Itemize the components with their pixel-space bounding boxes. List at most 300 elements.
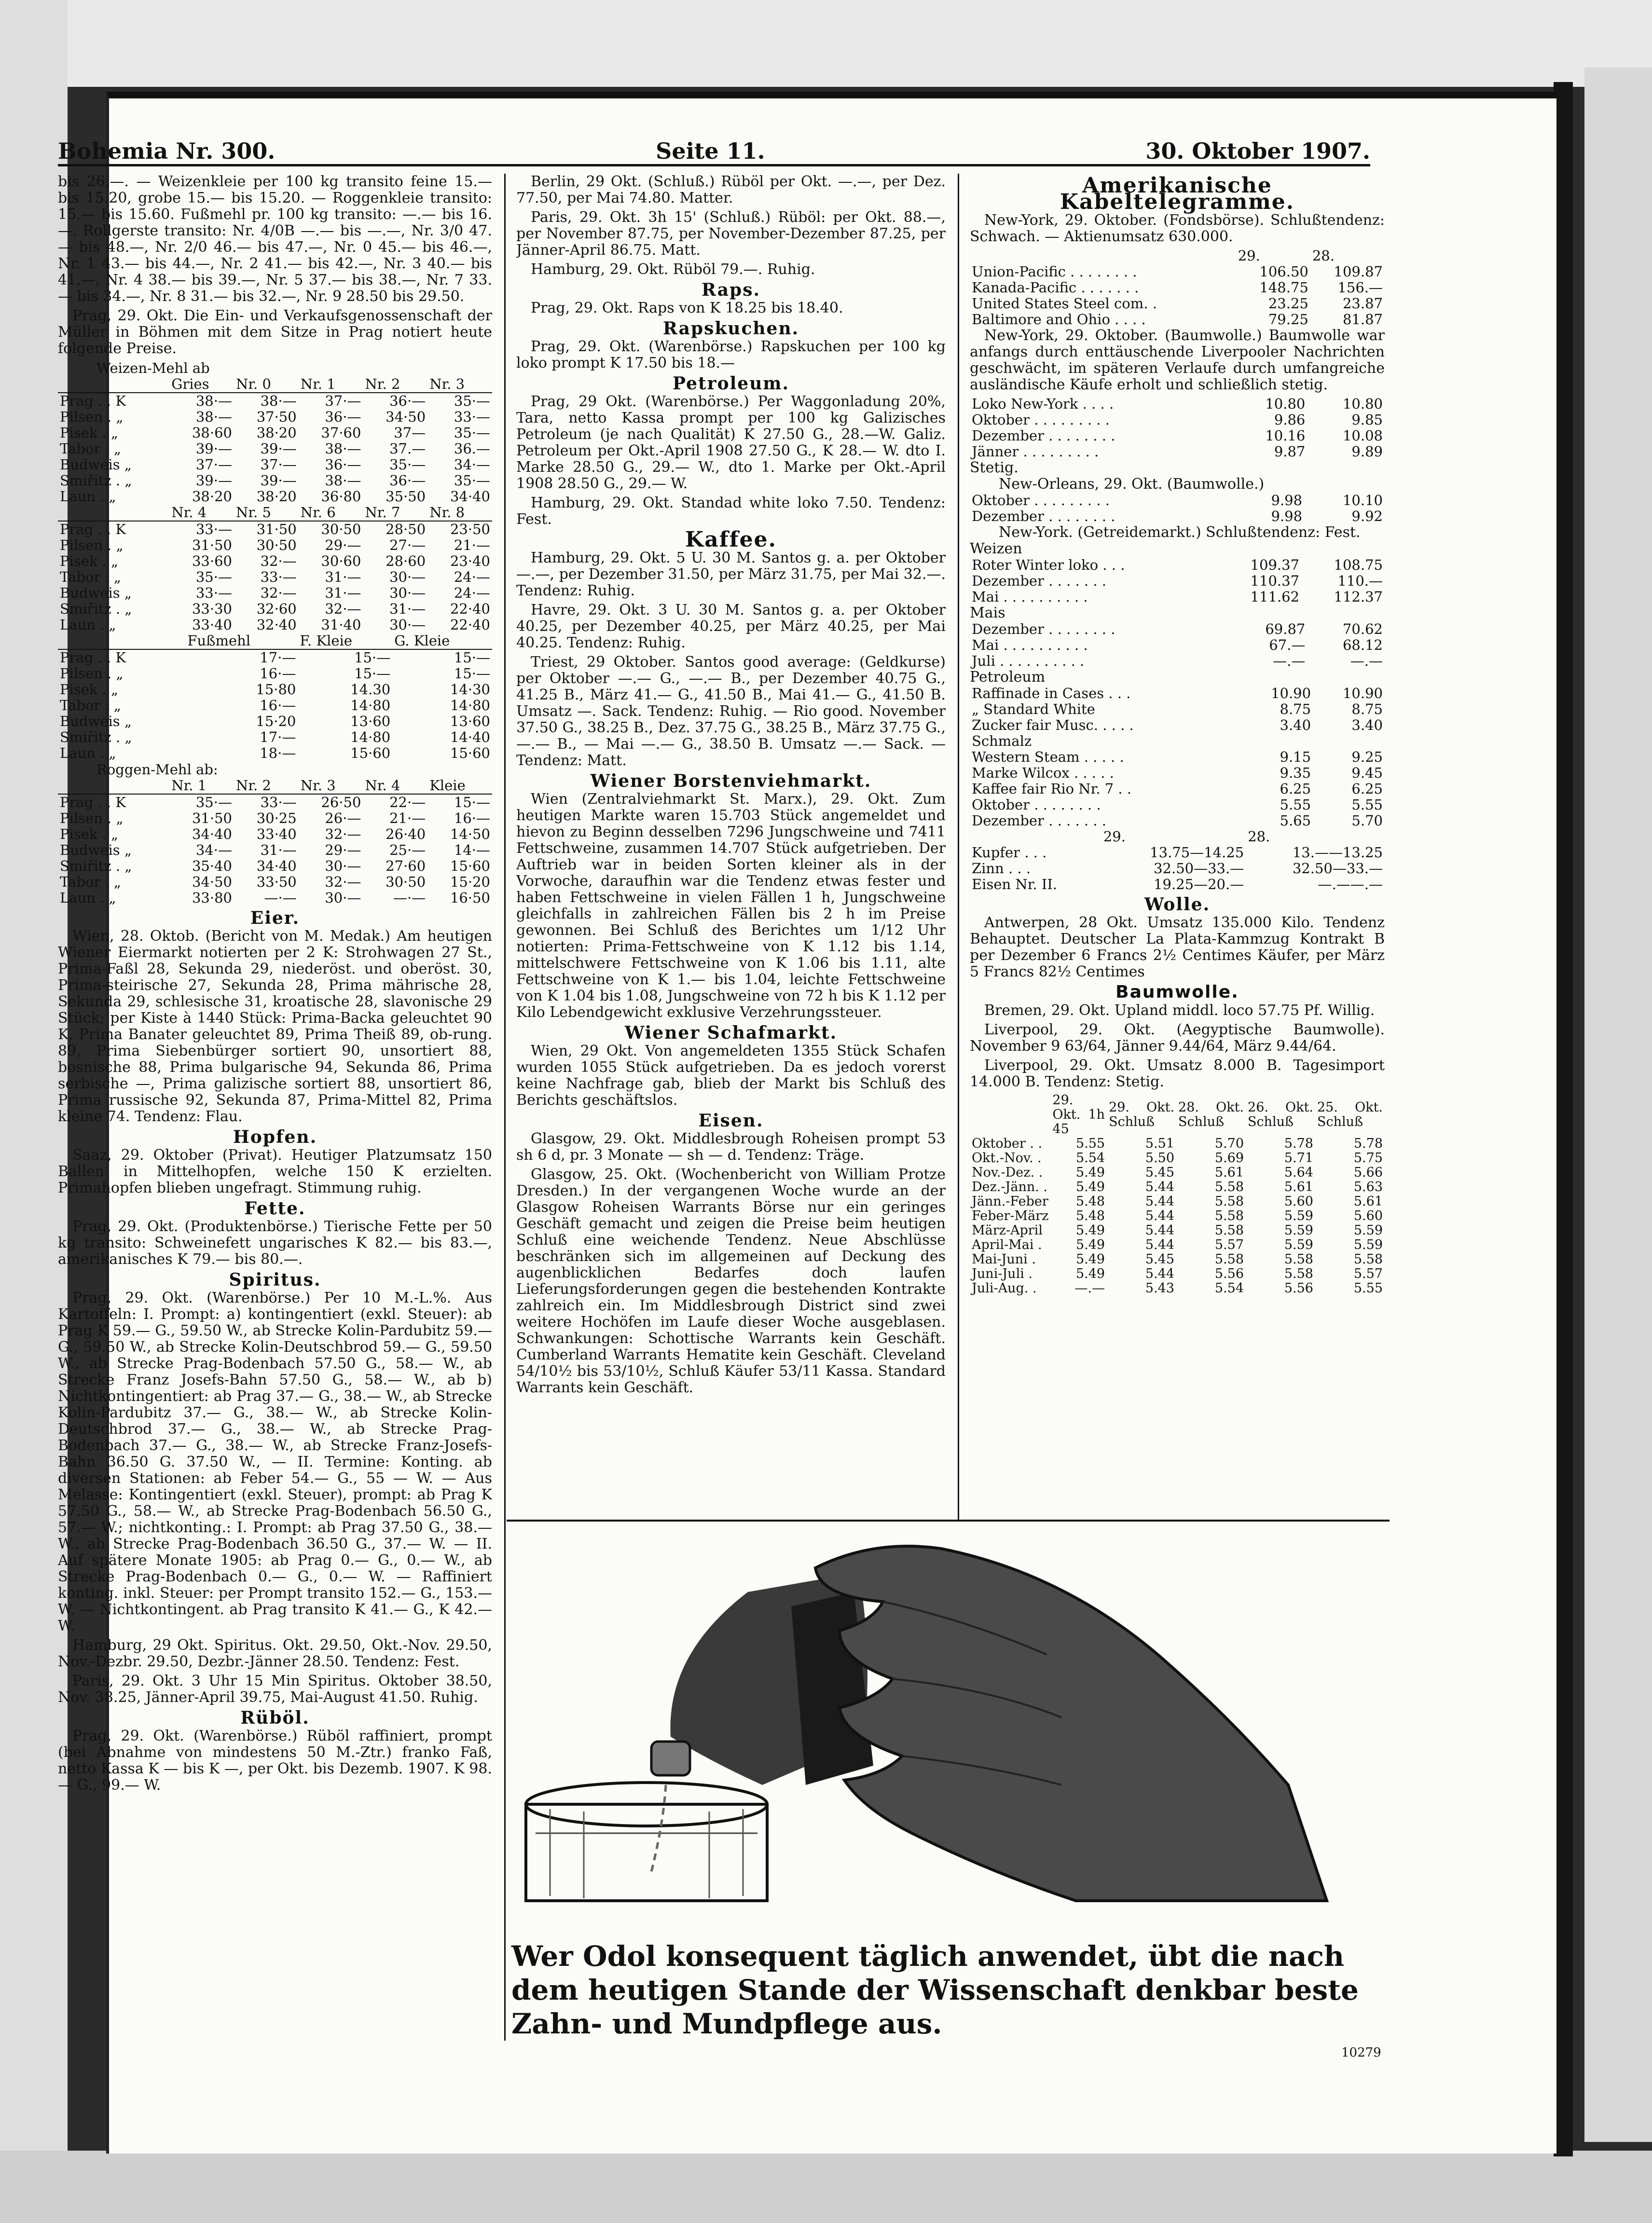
table-cell: 6.25 bbox=[1351, 781, 1383, 797]
table-cell: 31·40 bbox=[321, 617, 361, 633]
table-cell: 38·— bbox=[325, 440, 361, 457]
table-cell: Oktober . . . . . . . . . bbox=[972, 412, 1110, 428]
table-row bbox=[58, 649, 492, 666]
mais-table bbox=[970, 621, 1385, 669]
table-cell: Nov.-Dez. . bbox=[972, 1165, 1043, 1180]
table-header: 29. Okt. 1h 45 bbox=[1052, 1093, 1105, 1137]
table-row bbox=[58, 745, 492, 761]
table-cell: 18·— bbox=[260, 745, 296, 761]
table-cell: 29·— bbox=[325, 842, 361, 858]
table-cell bbox=[1313, 733, 1385, 749]
table-cell: —·— bbox=[393, 890, 426, 906]
table-cell: 34·50 bbox=[385, 409, 426, 425]
table-cell: Okt.-Nov. . bbox=[972, 1151, 1042, 1166]
table-cell: 29·— bbox=[325, 537, 361, 553]
table-cell: 5.78 bbox=[1353, 1136, 1383, 1151]
table-cell: 9.45 bbox=[1351, 765, 1383, 781]
kleie-table bbox=[58, 633, 492, 761]
table-cell: 17·— bbox=[260, 649, 296, 666]
table-cell: 25·— bbox=[389, 842, 426, 858]
section-title-rapskuchen: Rapskuchen. bbox=[662, 318, 799, 339]
table-cell: 37·— bbox=[325, 393, 361, 409]
table-header: Gries bbox=[169, 376, 234, 393]
bremen-report: Bremen, 29. Okt. Upland middl. loco 57.75 Pf. Willig. bbox=[984, 1002, 1375, 1019]
scan-background-right bbox=[1584, 68, 1652, 2142]
table-header: Nr. 2 bbox=[363, 376, 427, 393]
table-row bbox=[58, 457, 492, 473]
table-cell: 112.37 bbox=[1334, 589, 1383, 605]
table-row bbox=[58, 601, 492, 617]
table-cell: 5.58 bbox=[1214, 1223, 1244, 1238]
table-cell: Juli . . . . . . . . . . bbox=[972, 653, 1085, 669]
table-cell: 15·60 bbox=[350, 745, 391, 761]
table-cell: Juni-Juli . bbox=[972, 1266, 1033, 1281]
section-title-raps: Raps. bbox=[701, 280, 761, 300]
table-cell: 38·— bbox=[260, 393, 297, 409]
table-cell: 36·80 bbox=[321, 488, 361, 505]
table-cell: Smiřitz . „ bbox=[60, 472, 132, 489]
table-cell: 34·— bbox=[454, 456, 490, 473]
table-cell: 22·40 bbox=[450, 601, 490, 617]
table-cell: 30·50 bbox=[256, 537, 297, 553]
table-row bbox=[970, 686, 1385, 701]
table-cell: 109.37 bbox=[1250, 557, 1300, 573]
table-cell: Juli-Aug. . bbox=[972, 1281, 1037, 1296]
column-rule-1 bbox=[504, 174, 506, 1520]
table-cell: 35·— bbox=[454, 425, 490, 441]
table-cell: 14.30 bbox=[350, 681, 391, 698]
table-cell: 34·40 bbox=[192, 826, 232, 842]
table-cell: 5.58 bbox=[1214, 1208, 1244, 1223]
table-cell: 14·30 bbox=[450, 681, 490, 698]
table-header: 29. Okt. Schluß bbox=[1109, 1100, 1175, 1129]
table-cell: 5.49 bbox=[1075, 1223, 1105, 1238]
table-cell: 33·40 bbox=[256, 826, 297, 842]
table-cell: 30·50 bbox=[321, 521, 361, 537]
table-cell: 16·50 bbox=[450, 890, 490, 906]
table-cell: 5.49 bbox=[1075, 1165, 1105, 1180]
table-cell: 14·50 bbox=[450, 826, 490, 842]
table-cell: 5.44 bbox=[1145, 1180, 1175, 1194]
commodities-table bbox=[970, 686, 1385, 829]
table-cell: 5.49 bbox=[1075, 1237, 1105, 1252]
table-cell: 26·40 bbox=[385, 826, 426, 842]
table-row bbox=[970, 1137, 1385, 1151]
table-cell: 10.16 bbox=[1265, 427, 1306, 444]
table-cell: 5.58 bbox=[1214, 1252, 1244, 1267]
table-cell: 5.61 bbox=[1284, 1180, 1313, 1194]
table-header: 28. bbox=[1248, 828, 1270, 845]
table-cell: 15·60 bbox=[450, 745, 490, 761]
table-cell: Budweis „ bbox=[60, 713, 132, 729]
table-cell: 33·30 bbox=[192, 601, 232, 617]
spiritus-hamburg: Hamburg, 29 Okt. Spiritus. Okt. 29.50, Okt.-Nov. 29.50, Nov.-Dezbr. 29.50, Dezbr.-Jänner 28.50. Tendenz: Fest. bbox=[58, 1637, 492, 1670]
table-cell: 37·— bbox=[195, 456, 232, 473]
table-row bbox=[58, 698, 492, 714]
table-cell: 15·20 bbox=[450, 874, 490, 890]
column-markets-1 bbox=[58, 174, 492, 2055]
table-cell: 30·— bbox=[325, 858, 361, 874]
table-cell: Western Steam . . . . . bbox=[972, 749, 1124, 765]
table-header: Nr. 5 bbox=[234, 505, 299, 521]
table-cell: 23·40 bbox=[450, 553, 490, 569]
table-row bbox=[58, 842, 492, 858]
table-cell: Feber-März bbox=[972, 1208, 1049, 1223]
table-header: Nr. 7 bbox=[363, 505, 427, 521]
table-cell: 35·— bbox=[195, 794, 232, 810]
weizen-mehl-table bbox=[58, 376, 492, 633]
table-cell: Kaffee fair Rio Nr. 7 . . bbox=[972, 781, 1132, 797]
table-cell: 5.45 bbox=[1145, 1165, 1175, 1180]
hand-icon bbox=[815, 1546, 1327, 1901]
table-cell: Baltimore and Ohio . . . . bbox=[972, 311, 1146, 328]
table-cell: Oktober . . bbox=[972, 1136, 1043, 1151]
table-cell: 9.25 bbox=[1351, 749, 1383, 765]
table-header: 25. Okt. Schluß bbox=[1317, 1100, 1383, 1129]
table-cell: 33·— bbox=[260, 794, 297, 810]
table-cell: 15·— bbox=[354, 649, 391, 666]
table-cell: 5.58 bbox=[1284, 1266, 1313, 1281]
table-cell: 5.60 bbox=[1353, 1208, 1383, 1223]
table-cell: 27·— bbox=[389, 537, 426, 553]
table-row bbox=[58, 585, 492, 601]
table-cell: 79.25 bbox=[1268, 311, 1308, 328]
table-cell: 39·— bbox=[195, 440, 232, 457]
table-row bbox=[970, 861, 1385, 877]
table-cell: 8.75 bbox=[1351, 701, 1383, 717]
eier-report: Wien, 28. Oktob. (Bericht von M. Medak.) Am heutigen Wiener Eiermarkt notierten per 2 K: Strohwagen 27 St., Prima-Faßl 28, Sekunda 29, niederöst. und oberöst. 30, Prima-steirische 27, Sekunda 28, Prima mährische 28, Sekunda 29, schlesische 31, kroatische 28, slavonische 29 Stück; per Kiste à 1440 Stück: Prima-Backa geleuchtet 90 K, Prima Banater geleuchtet 89, Prima Theiß 89, ob-rung. 89, Prima Siebenbürger sortiert 90, unsortiert 88, bosnische 88, Prima bulgarische 94, Sekunda 86, Prima serbische —, Prima galizische sortiert 88, unsortiert 86, Prima russische 92, Sekunda 87, Prima-Mittel 82, Prima kleine 74. Tendenz: Flau. bbox=[58, 928, 492, 1125]
table-cell: 5.58 bbox=[1284, 1252, 1313, 1267]
table-cell: 32·— bbox=[260, 585, 297, 601]
table-cell: 5.48 bbox=[1075, 1208, 1105, 1223]
table-cell: 19.25—20.— bbox=[1154, 876, 1244, 892]
table-cell: Tabor . „ bbox=[60, 569, 121, 585]
table-cell: Pilsen . „ bbox=[60, 409, 124, 425]
table-cell: 14·80 bbox=[350, 729, 391, 745]
table-cell: Mai-Juni . bbox=[972, 1252, 1036, 1267]
table-cell: 6.25 bbox=[1280, 781, 1311, 797]
stocks-table bbox=[970, 248, 1385, 328]
table-cell: 32·— bbox=[325, 874, 361, 890]
table-cell: 15·80 bbox=[256, 681, 296, 698]
table-cell: Oktober . . . . . . . . bbox=[972, 796, 1101, 813]
table-cell: —.— bbox=[1273, 653, 1306, 669]
header-date: 30. Oktober 1907. bbox=[1145, 138, 1370, 164]
table-row bbox=[970, 312, 1385, 328]
scan-background-left bbox=[0, 0, 68, 2223]
table-row bbox=[970, 749, 1385, 765]
table-cell: Budweis „ bbox=[60, 585, 132, 601]
table-cell: 5.58 bbox=[1214, 1194, 1244, 1209]
table-cell: 68.12 bbox=[1342, 637, 1383, 653]
table-cell: 32·40 bbox=[256, 617, 297, 633]
table-cell: 5.44 bbox=[1145, 1223, 1175, 1238]
section-title-eisen: Eisen. bbox=[698, 1111, 764, 1131]
table-cell: 10.80 bbox=[1265, 396, 1306, 412]
table-cell: 33·50 bbox=[256, 874, 297, 890]
spiritus-paris: Paris, 29. Okt. 3 Uhr 15 Min Spiritus. Oktober 38.50, Nov. 38.25, Jänner-April 39.75, Mai-August 41.50. Ruhig. bbox=[58, 1673, 492, 1706]
table-header: G. Kleie bbox=[392, 633, 492, 649]
scan-background-bottom bbox=[0, 2151, 1652, 2223]
table-row bbox=[970, 1223, 1385, 1238]
section-title-hopfen: Hopfen. bbox=[233, 1127, 317, 1147]
table-cell: 5.58 bbox=[1214, 1180, 1244, 1194]
kleie-head bbox=[58, 633, 492, 649]
header-page-number: Seite 11. bbox=[656, 138, 765, 164]
table-row bbox=[58, 489, 492, 505]
table-cell: 10.90 bbox=[1342, 685, 1383, 701]
table-header: Nr. 0 bbox=[234, 376, 299, 393]
weizen-mehl-title: Weizen-Mehl ab bbox=[96, 360, 210, 376]
table-cell: Pisek . „ bbox=[60, 681, 119, 698]
table-cell: 5.70 bbox=[1214, 1136, 1244, 1151]
roggen-mehl-title: Roggen-Mehl ab: bbox=[96, 761, 218, 778]
ruboel-report: Prag, 29. Okt. (Warenbörse.) Rüböl raffiniert, prompt (bei Abnahme von mindestens 50 M.-Ztr.) franko Faß, netto Kassa K — bis K —, per Okt. bis Dezemb. 1907. K 98.— G., 99.— W. bbox=[58, 1728, 492, 1794]
table-cell: Smiřitz . „ bbox=[60, 601, 132, 617]
table-cell: 35·— bbox=[389, 456, 426, 473]
weizen-head-2 bbox=[58, 505, 492, 521]
metals-table bbox=[970, 829, 1385, 892]
table-cell: 10.10 bbox=[1342, 492, 1383, 508]
table-cell: 5.55 bbox=[1351, 796, 1383, 813]
table-cell: 5.56 bbox=[1214, 1266, 1244, 1281]
table-cell: 5.61 bbox=[1353, 1194, 1383, 1209]
table-row bbox=[58, 537, 492, 553]
table-row bbox=[970, 1166, 1385, 1180]
table-cell: 15·— bbox=[454, 665, 490, 682]
table-cell: 31·— bbox=[325, 585, 361, 601]
table-row bbox=[58, 409, 492, 425]
table-header: Nr. 8 bbox=[427, 505, 492, 521]
table-row bbox=[970, 589, 1385, 605]
table-cell: —.——.— bbox=[1318, 876, 1383, 892]
table-cell: Pisek . „ bbox=[60, 553, 119, 569]
section-title-baumwolle: Baumwolle. bbox=[1115, 982, 1239, 1002]
table-row bbox=[970, 701, 1385, 717]
table-row bbox=[970, 653, 1385, 669]
table-cell: 67.— bbox=[1269, 637, 1306, 653]
table-row bbox=[970, 396, 1385, 412]
table-row bbox=[970, 412, 1385, 428]
table-row bbox=[58, 714, 492, 729]
table-cell: Dezember . . . . . . . bbox=[972, 812, 1106, 829]
table-header: 28. bbox=[1312, 247, 1335, 264]
section-title-fette: Fette. bbox=[244, 1198, 306, 1219]
table-cell: 9.85 bbox=[1351, 412, 1383, 428]
table-row bbox=[970, 493, 1385, 508]
rapskuchen-report: Prag, 29. Okt. (Warenbörse.) Rapskuchen per 100 kg loko prompt K 17.50 bis 18.— bbox=[516, 338, 946, 371]
table-cell: 22·40 bbox=[450, 617, 490, 633]
table-cell: 10.08 bbox=[1342, 427, 1383, 444]
fette-report: Prag, 29. Okt. (Produktenbörse.) Tierische Fette per 50 kg transito: Schweinefett ungarisches K 82.— bis 83.—, amerikanisches K 79.— bis 80.—. bbox=[58, 1218, 492, 1268]
column-rule-2 bbox=[958, 174, 959, 1520]
table-row bbox=[970, 733, 1385, 749]
table-cell: 28·50 bbox=[385, 521, 426, 537]
table-cell: Jänn.-Feber bbox=[972, 1194, 1048, 1209]
petroleum-hamburg: Hamburg, 29. Okt. Standad white loko 7.50. Tendenz: Fest. bbox=[516, 494, 946, 528]
stetig-label: Stetig. bbox=[970, 459, 1019, 476]
table-cell: 21·— bbox=[454, 537, 490, 553]
table-cell: 35·— bbox=[195, 569, 232, 585]
table-cell: 5.44 bbox=[1145, 1266, 1175, 1281]
table-header: Nr. 4 bbox=[363, 778, 427, 794]
table-row bbox=[58, 810, 492, 826]
table-cell: 16·— bbox=[454, 810, 490, 826]
table-cell: 38·— bbox=[195, 393, 232, 409]
weizen-table bbox=[970, 557, 1385, 605]
table-cell: 13·60 bbox=[350, 713, 391, 729]
table-cell: Schmalz bbox=[972, 733, 1032, 749]
table-cell: 13.75—14.25 bbox=[1150, 844, 1244, 861]
table-cell: 5.69 bbox=[1214, 1151, 1244, 1166]
table-cell: 32.50—33.— bbox=[1154, 860, 1244, 877]
table-row bbox=[970, 1252, 1385, 1267]
table-cell: Dez.-Jänn. . bbox=[972, 1180, 1048, 1194]
table-cell: 13·60 bbox=[450, 713, 490, 729]
table-cell: 5.59 bbox=[1284, 1208, 1313, 1223]
section-title-kaffee: Kaffee. bbox=[685, 527, 777, 552]
table-header: Nr. 6 bbox=[299, 505, 363, 521]
borstenvieh-report: Wien (Zentralviehmarkt St. Marx.), 29. Okt. Zum heutigen Markte waren 15.703 Stück angemeldet und hievon zu Beginn desselben 7296 Jungschweine und 7411 Fettschweine, zusammen 14.707 Stück aufgetrieben. Der Auftrieb war in beiden Sorten kleiner als in der Vorwoche, daraufhin war die Tendenz etwas fester und haben Fettschweine in vielen Fällen 1 h, Jungschweine gleichfalls in zahlreichen Fällen bis 2 h im Preise gewonnen. Bei Schluß des Berichtes um 1/12 Uhr notierten: Prima-Fettschweine von K 1.12 bis 1.14, mittelschwere Fettschweine von K 1.06 bis 1.11, alte Fettschweine von K 1.— bis 1.04, leichte Fettschweine von K 1.04 bis 1.08, Jungschweine von 72 h bis K 1.12 per Kilo Lebendgewicht exklusive Verzehrungssteuer. bbox=[516, 791, 946, 1021]
table-cell: 36·— bbox=[325, 409, 361, 425]
table-cell: 5.75 bbox=[1353, 1151, 1383, 1166]
table-cell: Laun . „ bbox=[60, 890, 116, 906]
table-cell: Pilsen . „ bbox=[60, 537, 124, 553]
table-header: Fußmehl bbox=[185, 633, 298, 649]
table-cell: 5.55 bbox=[1075, 1136, 1105, 1151]
table-row bbox=[970, 444, 1385, 460]
table-row bbox=[970, 508, 1385, 524]
table-cell: 33·— bbox=[454, 409, 490, 425]
table-header: Nr. 3 bbox=[427, 376, 492, 393]
table-cell: Loko New-York . . . . bbox=[972, 396, 1114, 412]
table-cell: 106.50 bbox=[1259, 263, 1308, 280]
table-header: 28. Okt. Schluß bbox=[1178, 1100, 1244, 1129]
table-cell: Pisek . „ bbox=[60, 425, 119, 441]
table-cell: 21·— bbox=[389, 810, 426, 826]
weizen-label: Weizen bbox=[970, 540, 1022, 557]
table-cell: Laun . „ bbox=[60, 745, 116, 761]
table-cell: 156.— bbox=[1337, 279, 1383, 296]
table-cell: 34·50 bbox=[192, 874, 232, 890]
table-cell: 32·— bbox=[260, 553, 297, 569]
table-cell: 37— bbox=[394, 425, 426, 441]
table-cell: 31·50 bbox=[192, 537, 232, 553]
glass-icon bbox=[526, 1783, 767, 1901]
table-cell: —·— bbox=[264, 890, 297, 906]
table-cell: 30·— bbox=[389, 569, 426, 585]
cable-telegrams-title: Amerikanische Kabeltelegramme. bbox=[1060, 174, 1295, 214]
ad-top-rule bbox=[507, 1520, 1390, 1522]
table-cell: 31·— bbox=[325, 569, 361, 585]
table-cell: 5.66 bbox=[1353, 1165, 1383, 1180]
table-cell: 5.49 bbox=[1075, 1180, 1105, 1194]
table-cell: 24·— bbox=[454, 585, 490, 601]
table-cell: 5.78 bbox=[1284, 1136, 1313, 1151]
table-cell: Kupfer . . . bbox=[972, 844, 1047, 861]
table-cell: —.— bbox=[1350, 653, 1383, 669]
table-cell: 110.37 bbox=[1250, 573, 1300, 589]
table-cell: 23.25 bbox=[1268, 295, 1308, 312]
table-row bbox=[58, 874, 492, 890]
table-cell: 30·— bbox=[389, 617, 426, 633]
table-cell: 33·— bbox=[260, 569, 297, 585]
table-cell: 5.48 bbox=[1075, 1194, 1105, 1209]
ny-cotton-table bbox=[970, 396, 1385, 460]
table-cell: 39·— bbox=[195, 472, 232, 489]
petroleum-report: Prag, 29 Okt. (Warenbörse.) Per Waggonladung 20%, Tara, netto Kassa prompt per 100 kg Galizisches Petroleum (je nach Qualität) K 27.50 G., 28.—W. Galiz. Petroleum per Okt.-April 1908 27.50 G., K 28.— W. dto I. Marke 28.50 G., 29.— W., dto 1. Marke per Okt.-April 1908 28.50 G., 29.— W. bbox=[516, 393, 946, 492]
table-row bbox=[58, 890, 492, 906]
table-cell: Mai . . . . . . . . . . bbox=[972, 589, 1088, 605]
metals-head bbox=[970, 829, 1385, 845]
table-header: Nr. 1 bbox=[169, 778, 234, 794]
table-cell: Mai . . . . . . . . . . bbox=[972, 637, 1088, 653]
table-cell: 37·60 bbox=[321, 425, 361, 441]
table-row bbox=[970, 717, 1385, 733]
table-row bbox=[970, 877, 1385, 892]
table-cell: 5.59 bbox=[1353, 1237, 1383, 1252]
section-title-ruboel: Rüböl. bbox=[240, 1708, 310, 1728]
table-cell: 26·50 bbox=[321, 794, 361, 810]
table-cell: 3.40 bbox=[1351, 717, 1383, 733]
table-header: Nr. 3 bbox=[299, 778, 363, 794]
table-row bbox=[970, 296, 1385, 312]
table-cell: 23.87 bbox=[1342, 295, 1383, 312]
table-cell: 30·— bbox=[389, 585, 426, 601]
table-cell: Tabor . „ bbox=[60, 874, 121, 890]
table-cell: 35·— bbox=[454, 393, 490, 409]
table-cell: Pilsen . „ bbox=[60, 665, 124, 682]
table-row bbox=[970, 264, 1385, 280]
table-cell: 5.56 bbox=[1284, 1281, 1313, 1296]
table-cell: 30·50 bbox=[385, 874, 426, 890]
table-cell: 16·— bbox=[260, 697, 296, 714]
page-edge-shadow bbox=[1554, 82, 1573, 2156]
table-cell: 5.61 bbox=[1214, 1165, 1244, 1180]
table-cell: 5.54 bbox=[1214, 1281, 1244, 1296]
table-cell: „ Standard White bbox=[972, 701, 1095, 717]
kaffee-havre: Havre, 29. Okt. 3 U. 30 M. Santos g. a. per Oktober 40.25, per Dezember 40.25, per März 40.25, per Mai 40.25. Tendenz: Ruhig. bbox=[516, 602, 946, 651]
table-cell: 37.— bbox=[389, 440, 426, 457]
table-cell: Kanada-Pacific . . . . . . . bbox=[972, 279, 1139, 296]
header-issue: Bohemia Nr. 300. bbox=[58, 138, 275, 164]
table-row bbox=[970, 765, 1385, 781]
table-cell: 5.59 bbox=[1284, 1223, 1313, 1238]
table-row bbox=[970, 557, 1385, 573]
table-cell: Dezember . . . . . . . . bbox=[972, 508, 1115, 524]
table-header: F. Kleie bbox=[298, 633, 392, 649]
table-row bbox=[58, 858, 492, 874]
table-cell: 38·60 bbox=[192, 425, 232, 441]
table-row bbox=[58, 569, 492, 585]
odol-bottle-icon bbox=[651, 1573, 873, 1785]
table-cell: 5.55 bbox=[1353, 1281, 1383, 1296]
stocks-head bbox=[970, 248, 1385, 264]
table-cell: Roter Winter loko . . . bbox=[972, 557, 1125, 573]
table-cell: 15·— bbox=[354, 665, 391, 682]
table-cell: 14·— bbox=[454, 842, 490, 858]
table-cell: 5.57 bbox=[1214, 1237, 1244, 1252]
mais-label: Mais bbox=[970, 604, 1005, 621]
table-cell: 5.49 bbox=[1075, 1252, 1105, 1267]
table-cell: 26·— bbox=[325, 810, 361, 826]
table-cell: 31·— bbox=[389, 601, 426, 617]
table-cell: 5.71 bbox=[1284, 1151, 1313, 1166]
table-row bbox=[970, 428, 1385, 444]
scan-background-top bbox=[0, 0, 1652, 87]
table-cell: 22·— bbox=[389, 794, 426, 810]
table-cell: 110.— bbox=[1337, 573, 1383, 589]
